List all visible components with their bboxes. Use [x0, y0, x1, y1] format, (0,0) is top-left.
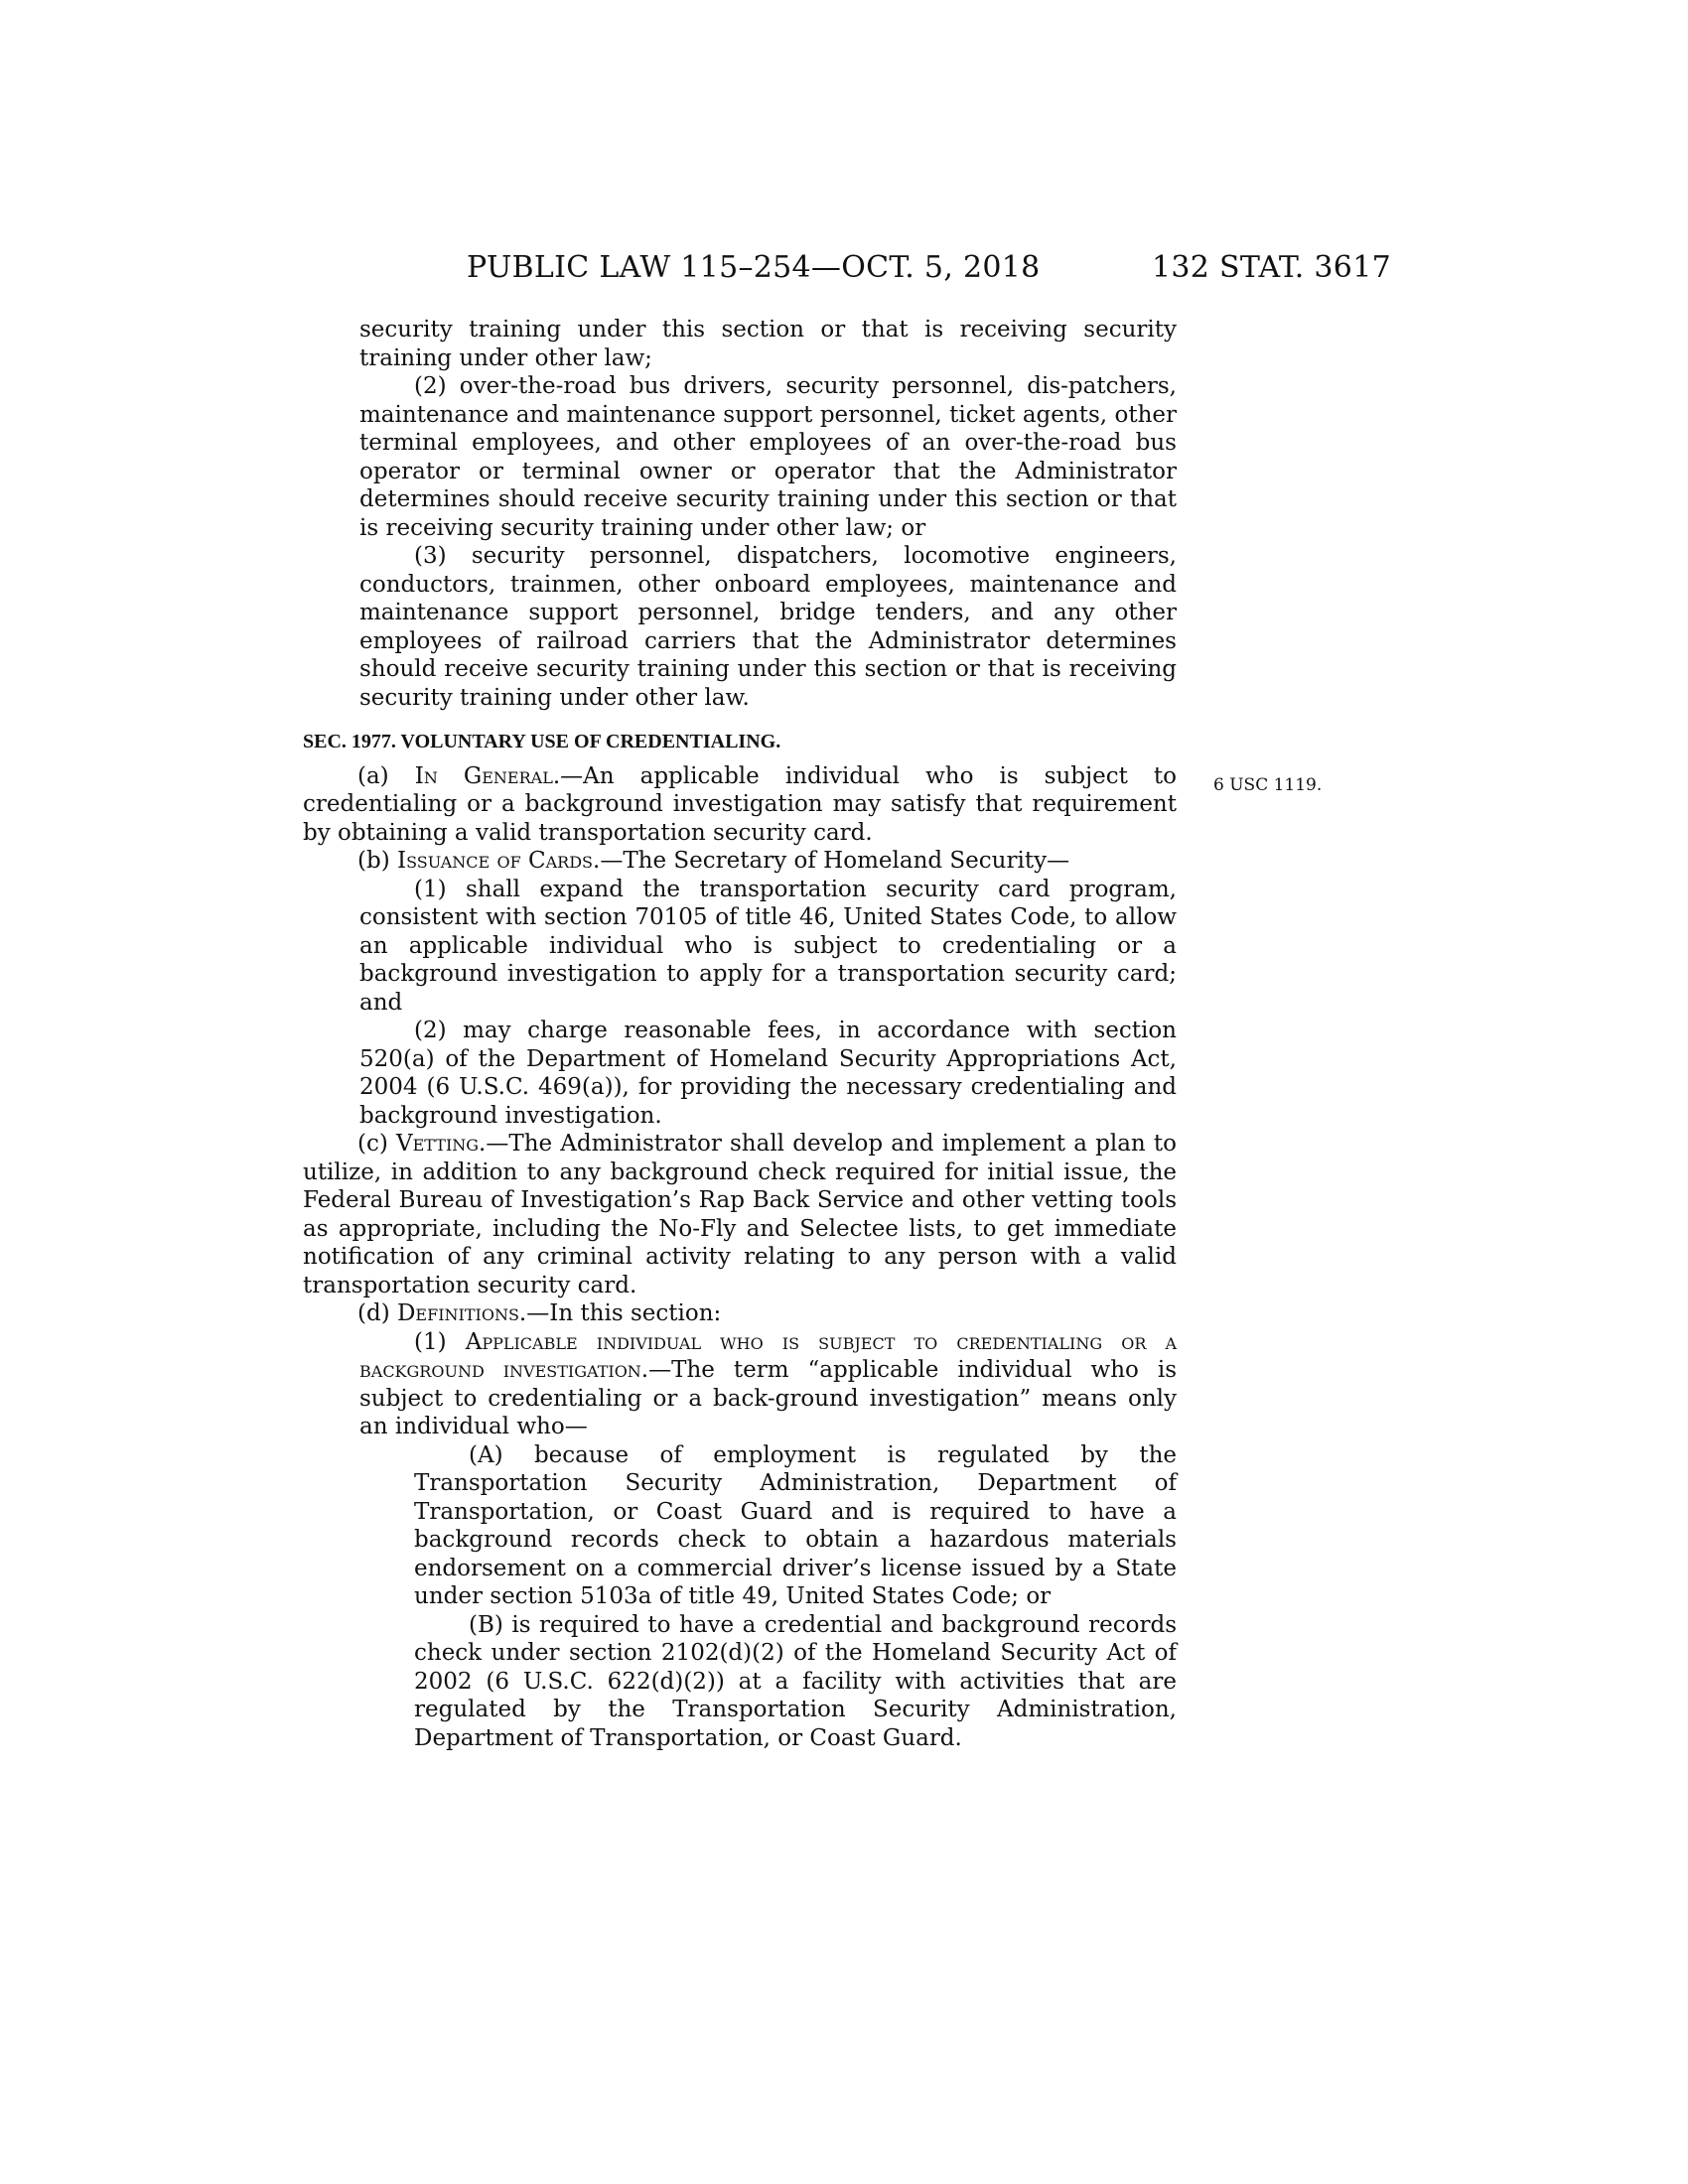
subsection-d-title: Definitions. — [396, 1300, 527, 1326]
subsection-d-text: —In this section: — [526, 1300, 722, 1326]
statute-body — [303, 316, 1177, 1752]
subsection-d-item-1-title: Applicable individual who is subject to credentialing or a background investigation. — [359, 1328, 1178, 1383]
subsection-d-subitem-b: (B) is required to have a credential and background records check under section 2102(d)(2) of the Homeland Security Act of 2002 (6 U.S.C. 622(d)(2)) at a facility with activities that are regulated by the Transportation Security Administration, Department of Transportation, or Coast Guard. — [414, 1611, 1177, 1751]
subsection-c-num: (c) — [357, 1131, 388, 1157]
subsection-c-text: —The Administrator shall develop and implement a plan to utilize, in addition to any background check required for initial issue, the Federal Bureau of Investigation’s Rap Back Service and other vetting tools as appropriate, including the No-Fly and Selectee lists, to get immediate notification of any criminal activity relating to any person with a valid transportation security card. — [303, 1131, 1177, 1298]
subsection-b-num: (b) — [357, 848, 390, 874]
paragraph-item-3: (3) security personnel, dispatchers, locomotive engineers, conductors, trainmen, other onboard employees, maintenance and maintenance support personnel, bridge tenders, and any other employees of railroad carriers that the Administrator determines should receive security training under this section or that is receiving security training under other law. — [359, 543, 1177, 711]
subsection-a-text: —An applicable individual who is subject to credentialing or a background investigation may satisfy that requirement by obtaining a valid transportation security card. — [303, 762, 1178, 846]
section-heading: SEC. 1977. VOLUNTARY USE OF CREDENTIALING. — [303, 731, 781, 752]
subsection-c — [303, 1130, 1177, 1299]
subsection-b-item-1: (1) shall expand the transportation security card program, consistent with section 70105 of title 46, United States Code, to allow an applicable individual who is subject to credentialing or a background investigation to apply for a transportation security card; and — [359, 876, 1177, 1016]
subsection-a — [303, 762, 1177, 848]
subsection-d-num: (d) — [357, 1300, 390, 1326]
subsection-a-num: (a) — [357, 762, 389, 789]
subsection-d-subitem-a: (A) because of employment is regulated by the Transportation Security Administration, Department of Transportation, or Coast Guard and is required to have a background records check to obtain a hazardous materials endorsement on a commercial driver’s license issued by a State under section 5103a of title 49, United States Code; or — [414, 1441, 1177, 1609]
subsection-b-title: Issuance of Cards. — [396, 848, 601, 874]
subsection-b — [303, 847, 1177, 876]
subsection-b-text: —The Secretary of Homeland Security— — [600, 848, 1070, 874]
subsection-d-item-1 — [303, 1328, 1177, 1441]
subsection-c-title: Vetting. — [396, 1131, 487, 1157]
page-header-stat: 132 STAT. 3617 — [1152, 250, 1391, 285]
subsection-d — [303, 1299, 1177, 1328]
marginal-citation: 6 USC 1119. — [1213, 775, 1323, 795]
subsection-b-item-2: (2) may charge reasonable fees, in accordance with section 520(a) of the Department of Homeland Security Appropriations Act, 2004 (6 U.S.C. 469(a)), for providing the necessary credentialing and background investigation. — [359, 1018, 1177, 1129]
subsection-d-item-1-num: (1) — [414, 1328, 447, 1355]
page-header-law: PUBLIC LAW 115–254—OCT. 5, 2018 — [467, 250, 1041, 285]
paragraph-continued: security training under this section or that is receiving security training under other law; — [359, 317, 1177, 371]
subsection-d-item-1-text: —The term “applicable individual who is subject to credentialing or a back-ground investigation” means only an individual who— — [359, 1357, 1177, 1439]
paragraph-item-2: (2) over-the-road bus drivers, security personnel, dis-patchers, maintenance and maintenance support personnel, ticket agents, other terminal employees, and other employees of an over-the-road bus operator or terminal owner or operator that the Administrator determines should receive security training under this section or that is receiving security training under other law; or — [359, 373, 1177, 541]
subsection-a-title: In General. — [414, 762, 561, 789]
